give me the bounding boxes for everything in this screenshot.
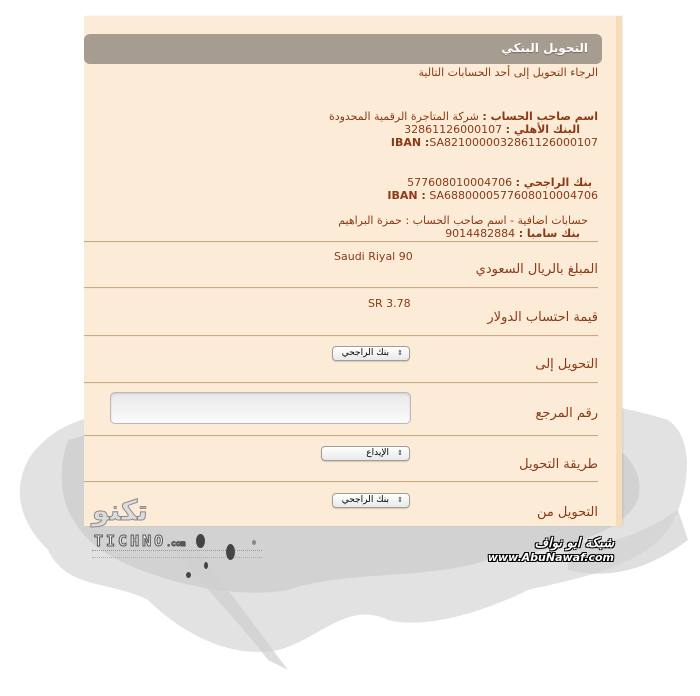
reference-number-label: رقم المرجع bbox=[535, 406, 598, 421]
select-arrows-icon: ⇕ bbox=[397, 449, 403, 457]
account-alrajhi bbox=[387, 176, 598, 202]
account-alahli bbox=[329, 110, 598, 149]
extra-accounts-note: حسابات اضافية - اسم صاحب الحساب : حمزة البراهيم bbox=[338, 214, 588, 227]
alrajhi-bank-label: بنك الراجحي : bbox=[515, 176, 592, 189]
alrajhi-number-line bbox=[387, 176, 598, 189]
tichno-arabic-text: تكنو bbox=[92, 494, 148, 527]
tichno-name: TICHNO bbox=[94, 532, 167, 550]
alahli-iban-label: IBAN : bbox=[390, 136, 430, 149]
tichno-english-text bbox=[94, 532, 185, 550]
transfer-to-selected: بنك الراجحي bbox=[341, 348, 389, 358]
transfer-method-selected: الإيداع bbox=[366, 448, 389, 458]
tichno-fine-print bbox=[92, 550, 262, 558]
amount-value: Saudi Riyal 90 bbox=[334, 250, 413, 263]
transfer-from-selected: بنك الراجحي bbox=[341, 495, 389, 505]
account-holder-label: اسم صاحب الحساب : bbox=[482, 110, 598, 123]
dollar-rate-label: قيمة احتساب الدولار bbox=[487, 310, 598, 325]
panel-header bbox=[84, 34, 602, 64]
samba-number-line bbox=[338, 227, 588, 240]
abunawaf-watermark-logo bbox=[488, 536, 614, 564]
dollar-rate-value: SR 3.78 bbox=[368, 297, 411, 310]
transfer-to-select[interactable] bbox=[332, 346, 410, 361]
bank-transfer-panel bbox=[84, 16, 622, 526]
abunawaf-arabic-text: شبكة ابو نواف bbox=[534, 536, 614, 551]
transfer-to-label: التحويل إلى bbox=[535, 357, 598, 372]
alahli-bank-label: البنك الأهلي : bbox=[505, 123, 580, 136]
alrajhi-iban-label: IBAN : bbox=[387, 189, 426, 202]
row-divider bbox=[84, 335, 598, 337]
alahli-account-number: 32861126000107 bbox=[404, 123, 503, 136]
row-divider bbox=[84, 287, 598, 289]
ink-splat-icon bbox=[196, 534, 205, 548]
transfer-method-select[interactable] bbox=[321, 446, 410, 461]
transfer-method-label: طريقة التحويل bbox=[519, 457, 598, 472]
row-divider bbox=[84, 481, 598, 483]
account-holder-line bbox=[329, 110, 598, 123]
alahli-iban: SA8210000032861126000107 bbox=[429, 136, 598, 149]
ink-splat-icon bbox=[226, 544, 235, 560]
abunawaf-url-text: www.AbuNawaf.com bbox=[487, 551, 614, 564]
samba-bank-label: بنك سامبا : bbox=[518, 227, 580, 240]
account-samba bbox=[338, 214, 588, 240]
samba-account-number: 9014482884 bbox=[445, 227, 516, 240]
amount-label: المبلغ بالريال السعودي bbox=[475, 262, 598, 277]
row-divider bbox=[84, 241, 598, 243]
tichno-watermark-logo bbox=[92, 494, 272, 594]
transfer-from-select[interactable] bbox=[332, 493, 410, 508]
alahli-number-line bbox=[329, 123, 598, 136]
row-divider bbox=[84, 382, 598, 384]
panel-subtitle: الرجاء التحويل إلى أحد الحسابات التالية bbox=[418, 66, 598, 79]
reference-number-input[interactable] bbox=[110, 392, 411, 424]
ink-splat-icon bbox=[186, 572, 191, 578]
alrajhi-iban: SA6880000577608010004706 bbox=[429, 189, 598, 202]
alahli-iban-line bbox=[329, 136, 598, 149]
ink-splat-icon bbox=[252, 540, 256, 545]
select-arrows-icon: ⇕ bbox=[397, 349, 403, 357]
ink-splat-icon bbox=[204, 562, 208, 569]
row-divider bbox=[84, 435, 598, 437]
alrajhi-account-number: 577608010004706 bbox=[407, 176, 513, 189]
select-arrows-icon: ⇕ bbox=[397, 496, 403, 504]
tichno-domain: .com bbox=[166, 539, 186, 548]
panel-title: التحويل البنكي bbox=[501, 41, 588, 55]
alrajhi-iban-line bbox=[387, 189, 598, 202]
account-holder-name: شركة المتاجرة الرقمية المحدودة bbox=[328, 110, 479, 123]
transfer-from-label: التحويل من bbox=[536, 505, 598, 520]
